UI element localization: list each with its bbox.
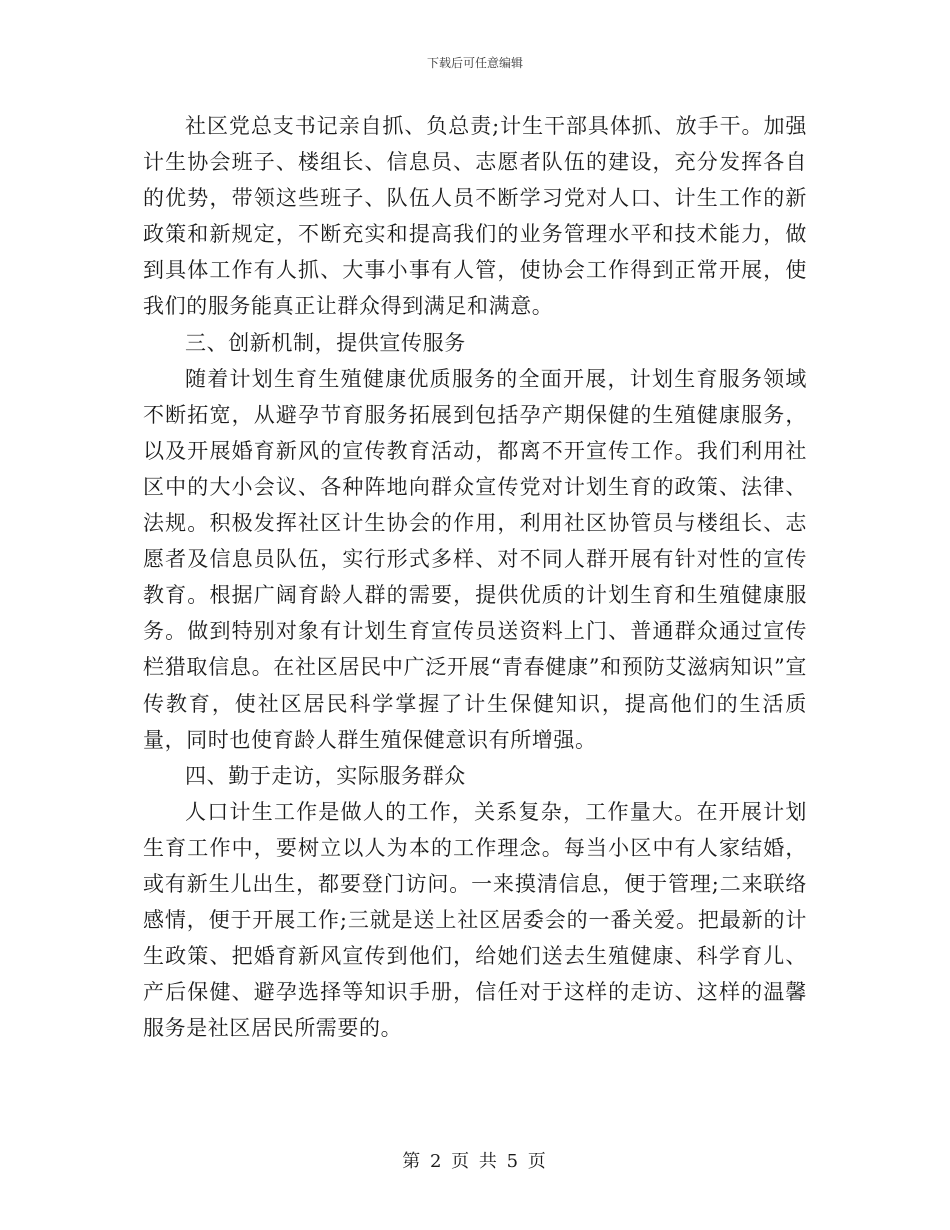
- paragraph-publicity: 随着计划生育生殖健康优质服务的全面开展，计划生育服务领域不断拓宽，从避孕节育服务拓展到包括孕产期保健的生殖健康服务，以及开展婚育新风的宣传教育活动，都离不开宣传工作。我们利用社区中的大小会议、各种阵地向群众宣传党对计划生育的政策、法律、法规。积极发挥社区计生协会的作用，利用社区协管员与楼组长、志愿者及信息员队伍，实行形式多样、对不同人群开展有针对性的宣传教育。根据广阔育龄人群的需要，提供优质的计划生育和生殖健康服务。做到特别对象有计划生育宣传员送资料上门、普通群众通过宣传栏猎取信息。在社区居民中广泛开展“青春健康”和预防艾滋病知识”宣传教育，使社区居民科学掌握了计生保健知识，提高他们的生活质量，同时也使育龄人群生殖保健意识有所增强。: [143, 366, 807, 752]
- paragraph-leadership: 社区党总支书记亲自抓、负总责;计生干部具体抓、放手干。加强计生协会班子、楼组长、信息员、志愿者队伍的建设，充分发挥各自的优势，带领这些班子、队伍人员不断学习党对人口、计生工作的新政策和新规定，不断充实和提高我们的业务管理水平和技术能力，做到具体工作有人抓、大事小事有人管，使协会工作得到正常开展，使我们的服务能真正让群众得到满足和满意。: [143, 114, 807, 319]
- section-heading-four: 四、勤于走访，实际服务群众: [185, 763, 466, 788]
- header-note: 下载后可任意编辑: [426, 56, 523, 70]
- page-number: 第 2 页 共 5 页: [402, 1151, 548, 1172]
- document-body: [143, 108, 807, 1046]
- paragraph-visits: 人口计生工作是做人的工作，关系复杂，工作量大。在开展计划生育工作中，要树立以人为本的工作理念。每当小区中有人家结婚，或有新生儿出生，都要登门访问。一来摸清信息，便于管理;二来联络感情，便于开展工作;三就是送上社区居委会的一番关爱。把最新的计生政策、把婚育新风宣传到他们，给她们送去生殖健康、科学育儿、产后保健、避孕选择等知识手册，信任对于这样的走访、这样的温馨服务是社区居民所需要的。: [143, 799, 807, 1041]
- section-heading-three: 三、创新机制，提供宣传服务: [185, 330, 466, 355]
